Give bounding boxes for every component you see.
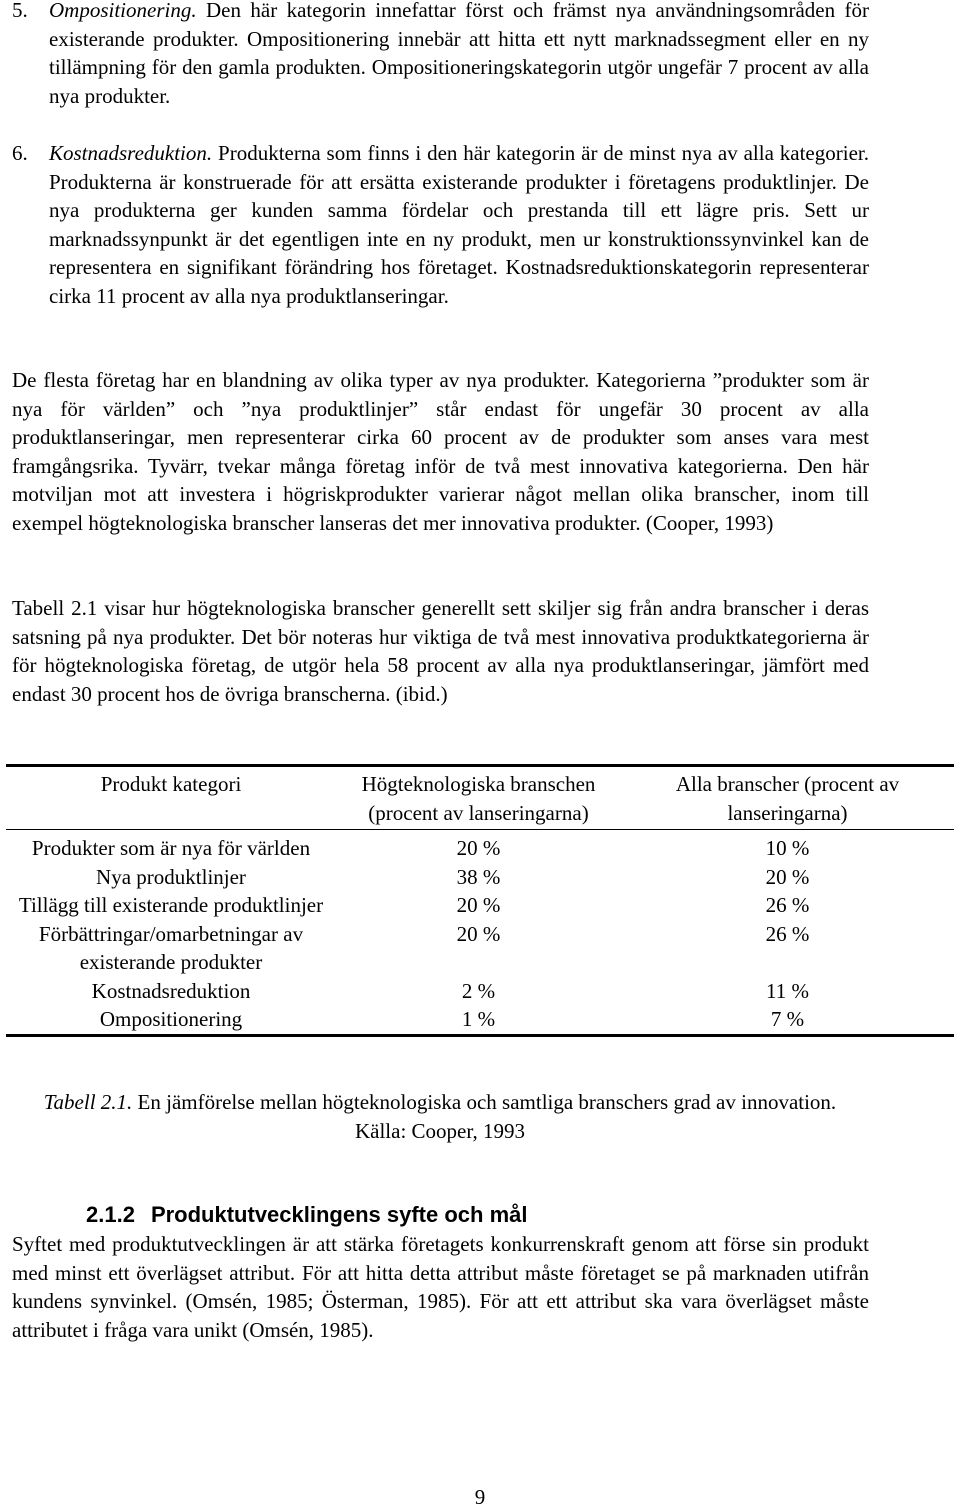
cell-hightech: 20 % (456, 893, 501, 917)
section-title: Produktutvecklingens syfte och mål (150, 1202, 528, 1227)
table-row (6, 920, 954, 977)
paragraph-product-mix: De flesta företag har en blandning av olika typer av nya produkter. Kategorierna ”produkter som är nya för världen” och ”nya produktlinjer” står endast för ungefär 30 procent av alla produktlanseringar, men representerar cirka 60 procent av de produkter som anses vara mest framgångsrika. Tyvärr, tvekar många företag inför de två mest innovativa kategorierna. Den här motviljan mot att investera i högriskprodukter varierar något mellan olika branscher, inom till exempel högteknologiska branscher lanseras det mer innovativa produkter. (Cooper, 1993) (12, 368, 869, 535)
list-item-body (49, 139, 869, 310)
cell-all-industries: 26 % (765, 921, 810, 946)
table-row (6, 977, 954, 1006)
list-item-term: Ompositionering. (49, 0, 197, 22)
table-header-row (6, 766, 954, 830)
cell-hightech: 38 % (456, 864, 501, 889)
list-item-text: Produkterna som finns i den här kategorin är de minst nya av alla kategorier. Produkterna är konstruerade för att ersätta existerande produkter i företagens produktlinjer. De nya produkterna ger kunden samma fördelar och prestanda till ett lägre pris. Sett ur marknadssynpunkt är det egentligen inte en ny produkt, men ur konstruktionssynvinkel kan de representera en signifikant förändring hos företaget. Kostnadsreduktionskategorin representerar cirka 11 procent av alla nya produktlanseringar. (49, 141, 869, 308)
product-category-table (6, 764, 954, 1037)
cell-all-industries: 7 % (770, 1007, 805, 1031)
cell-category: Tillägg till existerande produktlinjer (18, 893, 324, 917)
list-item-body (49, 0, 869, 110)
column-header-hightech: Högteknologiska branschen (procent av lanseringarna) (361, 772, 596, 825)
cell-category: Förbättringar/omarbetningar av existerande produkter (38, 921, 304, 974)
caption-label: Tabell 2.1. (43, 1090, 133, 1114)
list-item-5 (12, 0, 869, 110)
page-number: 9 (474, 1485, 486, 1509)
cell-category: Ompositionering (99, 1007, 243, 1031)
cell-hightech: 20 % (456, 921, 501, 946)
section-heading (86, 1200, 527, 1230)
cell-category: Kostnadsreduktion (91, 978, 251, 1003)
table-row (6, 830, 954, 863)
cell-hightech: 20 % (456, 836, 501, 860)
table-row (6, 891, 954, 920)
column-header-category: Produkt kategori (100, 772, 242, 796)
list-item-number: 6. (12, 141, 28, 165)
cell-hightech: 2 % (461, 978, 496, 1003)
list-item-number: 5. (12, 0, 28, 22)
list-item-6 (12, 139, 869, 310)
table-caption (22, 1088, 858, 1145)
column-header-all-industries: Alla branscher (procent av lanseringarna) (675, 772, 900, 825)
cell-all-industries: 20 % (765, 864, 810, 889)
table-row (6, 863, 954, 892)
cell-all-industries: 26 % (765, 893, 810, 917)
cell-all-industries: 11 % (766, 978, 809, 1003)
cell-category: Produkter som är nya för världen (31, 836, 311, 860)
table-row (6, 1005, 954, 1035)
list-item-term: Kostnadsreduktion. (49, 141, 213, 165)
paragraph-table-intro: Tabell 2.1 visar hur högteknologiska branscher generellt sett skiljer sig från andra branscher i deras satsning på nya produkter. Det bör noteras hur viktiga de två mest innovativa produktkategorierna är för högteknologiska företag, de utgör hela 58 procent av alla nya produktlanseringar, jämfört med endast 30 procent hos de övriga branscherna. (ibid.) (12, 596, 869, 706)
caption-text: En jämförelse mellan högteknologiska och samtliga branschers grad av innovation. Källa: Cooper, 1993 (137, 1090, 837, 1143)
cell-category: Nya produktlinjer (96, 864, 246, 889)
cell-all-industries: 10 % (765, 836, 810, 860)
section-number: 2.1.2 (86, 1202, 135, 1227)
cell-hightech: 1 % (461, 1007, 496, 1031)
section-paragraph: Syftet med produktutvecklingen är att stärka företagets konkurrenskraft genom att förse sin produkt med minst ett överlägset attribut. För att hitta detta attribut måste företaget se på marknaden utifrån kundens synvinkel. (Omsén, 1985; Österman, 1985). För att ett attribut ska vara överlägset måste attributet i fråga vara unikt (Omsén, 1985). (12, 1232, 869, 1342)
list-item-text: Den här kategorin innefattar först och främst nya användningsområden för existerande produkter. Ompositionering innebär att hitta ett nytt marknadssegment eller en ny tillämpning för den gamla produkten. Ompositioneringskategorin utgör ungefär 7 procent av alla nya produkter. (49, 0, 870, 108)
